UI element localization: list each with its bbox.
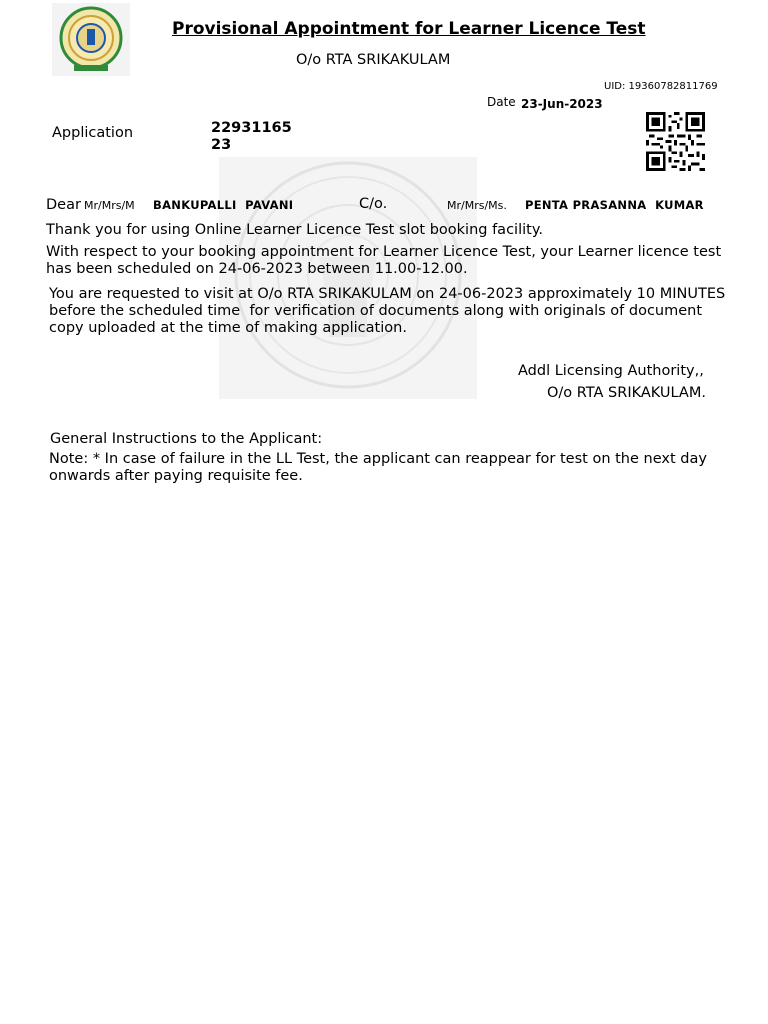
thank-you-paragraph: Thank you for using Online Learner Licence Test slot booking facility. xyxy=(46,222,543,238)
office-name: O/o RTA SRIKAKULAM xyxy=(296,52,451,68)
document-title: Provisional Appointment for Learner Licence Test xyxy=(172,19,646,39)
uid-text: UID: 19360782811769 xyxy=(604,81,718,92)
application-number xyxy=(211,120,292,154)
general-instructions-heading: General Instructions to the Applicant: xyxy=(50,431,323,447)
care-of-label: C/o. xyxy=(359,196,388,212)
applicant-name: BANKUPALLI PAVANI xyxy=(153,198,294,212)
guardian-name: PENTA PRASANNA KUMAR xyxy=(525,198,704,212)
application-number-line1: 22931165 xyxy=(211,120,292,136)
schedule-paragraph: With respect to your booking appointment for Learner Licence Test, your Learner licence test has been scheduled on 24-06-2023 between 11.00-12.00. xyxy=(46,244,722,277)
date-value: 23-Jun-2023 xyxy=(521,97,603,111)
guardian-prefix: Mr/Mrs/Ms. xyxy=(447,199,507,212)
visit-instruction-paragraph: You are requested to visit at O/o RTA SRIKAKULAM on 24-06-2023 approximately 10 MINUTES before the scheduled time for verification of documents along with originals of document copy uploaded at the time of making application. xyxy=(49,286,735,336)
date-label: Date xyxy=(487,95,516,109)
applicant-prefix: Mr/Mrs/M xyxy=(84,199,135,212)
application-number-line2: 23 xyxy=(211,137,232,153)
signature-authority: Addl Licensing Authority,, xyxy=(518,363,704,379)
salutation-dear: Dear xyxy=(46,197,81,213)
application-label: Application xyxy=(52,125,134,141)
state-emblem-logo xyxy=(52,3,130,76)
qr-code xyxy=(644,112,707,171)
signature-office: O/o RTA SRIKAKULAM. xyxy=(547,385,706,401)
emblem-watermark xyxy=(219,157,477,399)
instructions-note: Note: * In case of failure in the LL Test, the applicant can reappear for test on the next day onwards after paying requisite fee. xyxy=(49,451,707,484)
